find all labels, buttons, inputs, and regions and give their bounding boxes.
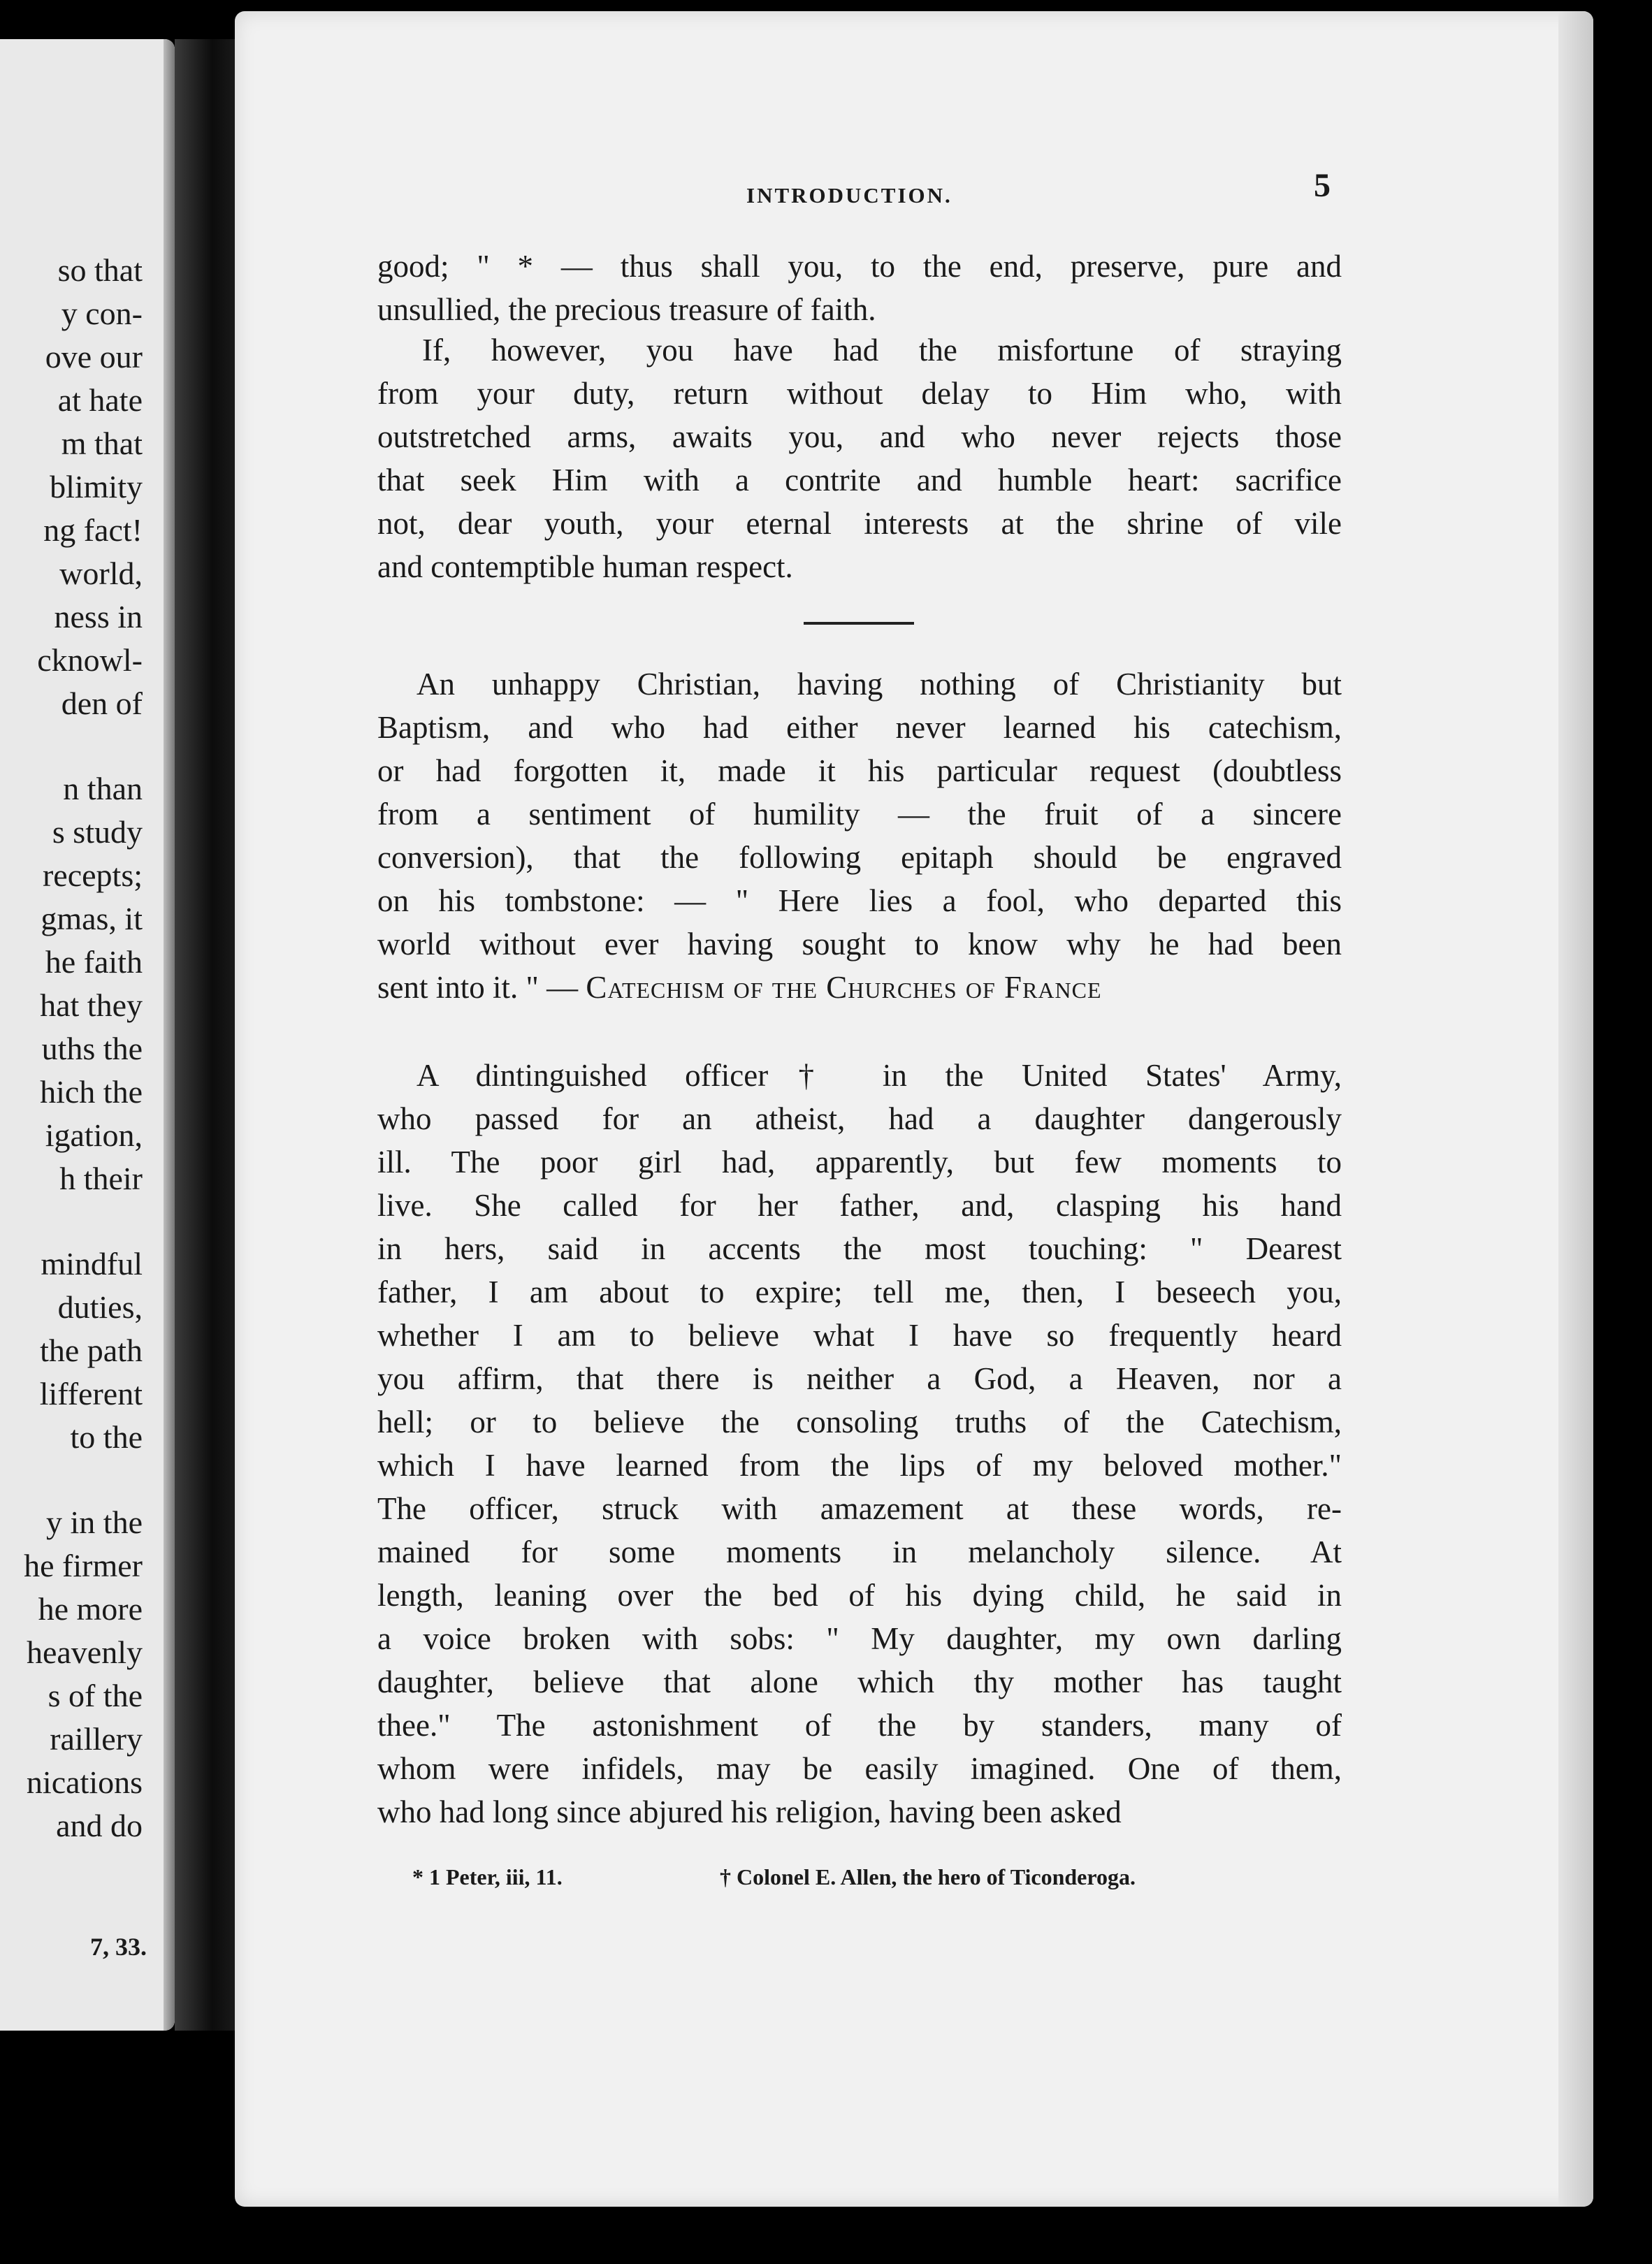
left-page-line: uths the <box>41 1031 143 1066</box>
text-line <box>377 966 1342 1009</box>
left-page-line: n than <box>63 771 143 806</box>
text-line: outstretched arms, awaits you, and who never rejects those <box>377 419 1342 454</box>
page-edge <box>1558 11 1593 2207</box>
text-line: whom were infidels, may be easily imagined. One of them, <box>377 1751 1342 1786</box>
text-line: in hers, said in accents the most touching: " Dearest <box>377 1231 1342 1266</box>
text-line: Baptism, and who had either never learned his catechism, <box>377 710 1342 745</box>
left-page-line: blimity <box>50 469 143 505</box>
text-line-start: sent into it. " — <box>377 970 586 1005</box>
left-page-line: mindful <box>41 1246 143 1282</box>
text-line: not, dear youth, your eternal interests at the shrine of vile <box>377 506 1342 541</box>
left-page-line: heavenly <box>26 1634 143 1670</box>
text-line: from a sentiment of humility — the fruit of a sincere <box>377 797 1342 832</box>
left-page-line: he faith <box>45 944 143 980</box>
left-page-line: he firmer <box>24 1548 143 1583</box>
source-citation: Catechism of the Churches of France <box>586 970 1102 1005</box>
left-page-line: duties, <box>57 1289 143 1325</box>
left-page-footer: 7, 33. <box>90 1933 147 1961</box>
left-page-line: ness in <box>54 599 143 634</box>
text-line: daughter, believe that alone which thy mother has taught <box>377 1664 1342 1699</box>
text-line: father, I am about to expire; tell me, then, I beseech you, <box>377 1275 1342 1309</box>
footnote-1: * 1 Peter, iii, 11. <box>412 1864 563 1889</box>
footnote-2: † Colonel E. Allen, the hero of Ticonderoga. <box>720 1864 1136 1889</box>
left-page-line: s study <box>52 814 143 850</box>
left-page-line: nications <box>26 1764 143 1800</box>
left-page-line: den of <box>61 685 143 721</box>
left-page-line: lifferent <box>39 1376 143 1412</box>
left-page-line: recepts; <box>42 857 143 893</box>
gutter-shadow <box>175 39 238 2031</box>
left-page-line: at hate <box>57 382 143 418</box>
page-number: 5 <box>1314 167 1331 204</box>
text-line: that seek Him with a contrite and humble heart: sacrifice <box>377 463 1342 498</box>
book-spine <box>164 39 175 2031</box>
paragraph-2 <box>377 328 1342 588</box>
text-line: length, leaning over the bed of his dying child, he said in <box>377 1578 1342 1613</box>
text-line: on his tombstone: — " Here lies a fool, who departed this <box>377 883 1342 918</box>
left-page-line: to the <box>70 1419 143 1455</box>
text-line: who had long since abjured his religion, having been asked <box>377 1794 1122 1829</box>
text-line: world without ever having sought to know why he had been <box>377 927 1342 962</box>
text-line: mained for some moments in melancholy silence. At <box>377 1534 1342 1569</box>
text-line: you affirm, that there is neither a God, a Heaven, nor a <box>377 1361 1342 1396</box>
text-line: unsullied, the precious treasure of faith. <box>377 292 876 327</box>
footnotes <box>412 1864 1136 1890</box>
text-line: An unhappy Christian, having nothing of Christianity but <box>416 667 1342 702</box>
text-line: If, however, you have had the misfortune of straying <box>422 333 1342 368</box>
left-page-line: y con- <box>61 296 143 331</box>
paragraph-1 <box>377 245 1342 331</box>
text-line: which I have learned from the lips of my beloved mother." <box>377 1448 1342 1483</box>
text-line: conversion), that the following epitaph should be engraved <box>377 840 1342 875</box>
text-line: hell; or to believe the consoling truths of the Catechism, <box>377 1405 1342 1439</box>
text-line: good; " * — thus shall you, to the end, preserve, pure and <box>377 249 1342 284</box>
running-header: INTRODUCTION. <box>746 183 952 208</box>
text-line: The officer, struck with amazement at these words, re- <box>377 1491 1342 1526</box>
paragraph-4 <box>377 1054 1342 1834</box>
left-page-line: he more <box>38 1591 143 1627</box>
text-line: thee." The astonishment of the by standers, many of <box>377 1708 1342 1743</box>
paragraph-3 <box>377 662 1342 1009</box>
text-line: live. She called for her father, and, clasping his hand <box>377 1188 1342 1223</box>
text-line: from your duty, return without delay to Him who, with <box>377 376 1342 411</box>
text-line: who passed for an atheist, had a daughter dangerously <box>377 1101 1342 1136</box>
text-line: a voice broken with sobs: " My daughter, my own darling <box>377 1621 1342 1656</box>
left-page-line: ove our <box>45 339 143 375</box>
left-page-line: hat they <box>40 987 143 1023</box>
section-divider <box>804 622 914 625</box>
left-page-line: m that <box>61 426 143 461</box>
left-page-line: igation, <box>45 1117 143 1153</box>
left-page-line: y in the <box>46 1504 143 1540</box>
left-page-line: world, <box>59 556 143 591</box>
left-page-line: cknowl- <box>37 642 143 678</box>
left-page <box>0 39 175 2031</box>
left-page-line: gmas, it <box>41 901 143 936</box>
text-line: A dintinguished officer† in the United States' Army, <box>416 1058 1342 1093</box>
left-page-line: hich the <box>40 1074 143 1110</box>
left-page-line: so that <box>57 252 143 288</box>
left-page-line: h their <box>59 1161 143 1196</box>
text-line: and contemptible human respect. <box>377 549 793 584</box>
left-page-line: ng fact! <box>43 512 143 548</box>
text-line: ill. The poor girl had, apparently, but few moments to <box>377 1145 1342 1180</box>
left-page-line: the path <box>40 1333 143 1368</box>
left-page-line: and do <box>56 1808 143 1843</box>
left-page-line: s of the <box>48 1678 143 1713</box>
text-line: whether I am to believe what I have so frequently heard <box>377 1318 1342 1353</box>
text-line: or had forgotten it, made it his particular request (doubtless <box>377 753 1342 788</box>
left-page-line: raillery <box>50 1721 143 1757</box>
